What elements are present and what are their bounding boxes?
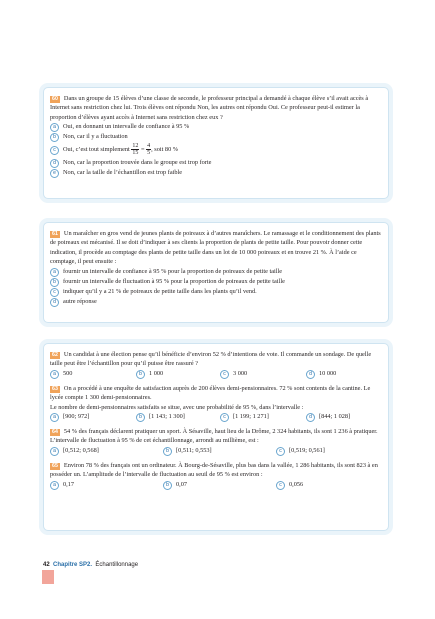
exercise-number: 62 xyxy=(52,352,58,358)
exercise-64-option-b[interactable]: b [0,511; 0,553] xyxy=(163,446,212,456)
exercise-61-option-c[interactable]: c indiquer qu’il y a 21 % de poireaux de petite taille dans les plants qu’il vend. xyxy=(50,287,384,297)
exercise-61-option-d[interactable]: d autre réponse xyxy=(50,297,384,307)
exercise-number: 65 xyxy=(52,462,58,469)
exercise-62-option-a[interactable]: a 500 xyxy=(50,369,72,379)
exercise-65-option-c[interactable]: c 0,056 xyxy=(276,480,303,490)
exercise-61-question: 61 Un maraîcher en gros vend de jeunes plants de poireaux à d’autres maraîchers. Le ramassage et le conditionnement des plants de poireaux est mécanisé. Il se doit d’indiquer à ses clients la proportion de plants de petite taille. Pour pouvoir donner cette indication, il procède au comptage des plants de petite taille dans un lot de 10 000 poireaux et en trouve 21 %. À l’aide ce comptage, il peut ensuite : xyxy=(50,230,381,266)
exercise-60-option-b[interactable]: b Non, car il y a fluctuation xyxy=(50,132,384,142)
exercise-60-option-e[interactable]: e Non, car la taille de l’échantillon est trop faible xyxy=(50,168,384,178)
chapter-title: Échantillonnage xyxy=(95,562,139,568)
exercise-62-option-c[interactable]: c 3 000 xyxy=(220,369,247,379)
exercise-65-option-a[interactable]: a 0,17 xyxy=(50,480,74,490)
exercise-64-option-c[interactable]: c [0,519; 0,561] xyxy=(276,446,325,456)
exercise-number: 61 xyxy=(52,231,58,237)
exercise-64-question: 64 54 % des français déclarent pratiquer un sport. À Sésaville, haut lieu de la Drôme, 2 324 habitants, ils sont 1 236 à pratiquer. L’intervalle de fluctuation à 95 % de cet échantillonnage, arrondi au millième, est : xyxy=(50,428,378,445)
page-tab-marker xyxy=(42,570,54,584)
exercise-number: 60 xyxy=(52,96,58,102)
exercise-61-box xyxy=(43,222,389,323)
fraction: $\frac{12}{15}$ xyxy=(132,143,139,157)
exercise-62-option-d[interactable]: d 10 000 xyxy=(306,369,336,379)
chapter-label: Chapitre SP2. xyxy=(53,562,93,568)
exercise-63-option-a[interactable]: a [900; 972] xyxy=(50,412,89,422)
exercise-64-option-a[interactable]: a [0,512; 0,568] xyxy=(50,446,99,456)
exercise-60-option-c[interactable]: c Oui, c’est tout simplement $\frac{12}{15}$ = $\frac{4}{5}$ , soit 80 % xyxy=(50,142,384,158)
exercise-60-option-d[interactable]: d Non, car la proportion trouvée dans le groupe est trop forte xyxy=(50,158,384,168)
exercise-63-question-2: Le nombre de demi-pensionnaires satisfaits se situe, avec une probabilité de 95 %, dans l’intervalle : xyxy=(50,403,304,411)
exercise-65-question: 65 Environ 78 % des français ont un ordinateur. À Bourg-de-Sésaville, plus bas dans la vallée, 1 286 habitants, ils sont 823 à en posséder un. L’amplitude de l’intervalle de fluctuation au seuil de 95 % est environ : xyxy=(50,461,378,479)
exercise-62-option-b[interactable]: b 1 000 xyxy=(136,369,163,379)
exercise-62-question: 62 Un candidat à une élection pense qu’il bénéficie d’environ 52 % d’intentions de vote. Il commande un sondage. De quelle taille peut être l’échantillon pour qu’il puisse être rassuré ? xyxy=(50,351,372,368)
exercise-61-option-a[interactable]: a fournir un intervalle de confiance à 95 % pour la proportion de poireaux de petite taille xyxy=(50,267,384,277)
page-number: 42 xyxy=(43,562,50,568)
exercise-number: 63 xyxy=(52,385,58,392)
fraction: $\frac{4}{5}$ xyxy=(147,143,151,157)
exercises-62-65-box xyxy=(43,343,389,531)
page-footer xyxy=(43,562,138,568)
exercise-60-question: 60 Dans un groupe de 15 élèves d’une classe de seconde, le professeur principal a demandé à chaque élève s’il avait accès à Internet sans restriction chez lui. Trois élèves ont répondu Non, les autres ont répondu Oui. Ce professeur peut-il estimer la proportion d’élèves ayant accès à Internet sans restriction chez eux ? xyxy=(50,95,369,121)
exercise-61-option-b[interactable]: b fournir un intervalle de fluctuation à 95 % pour la proportion de poireaux de petite taille xyxy=(50,277,384,287)
exercise-63-option-c[interactable]: c [1 199; 1 271] xyxy=(220,412,269,422)
exercise-63-question: 63 On a procédé à une enquête de satisfaction auprès de 200 élèves demi-pensionnaires. 72 % sont contents de la cantine. Le lycée compte 1 300 demi-pensionnaires. xyxy=(50,384,371,402)
exercise-number: 64 xyxy=(52,429,58,436)
exercise-65-option-b[interactable]: b 0,07 xyxy=(163,480,187,490)
exercise-63-option-b[interactable]: b [1 143; 1 300] xyxy=(136,412,185,422)
exercise-63-option-d[interactable]: d [844; 1 028] xyxy=(306,412,350,422)
exercise-60-option-a[interactable]: a Oui, en donnant un intervalle de confiance à 95 % xyxy=(50,122,384,132)
exercise-60-box xyxy=(43,87,389,199)
